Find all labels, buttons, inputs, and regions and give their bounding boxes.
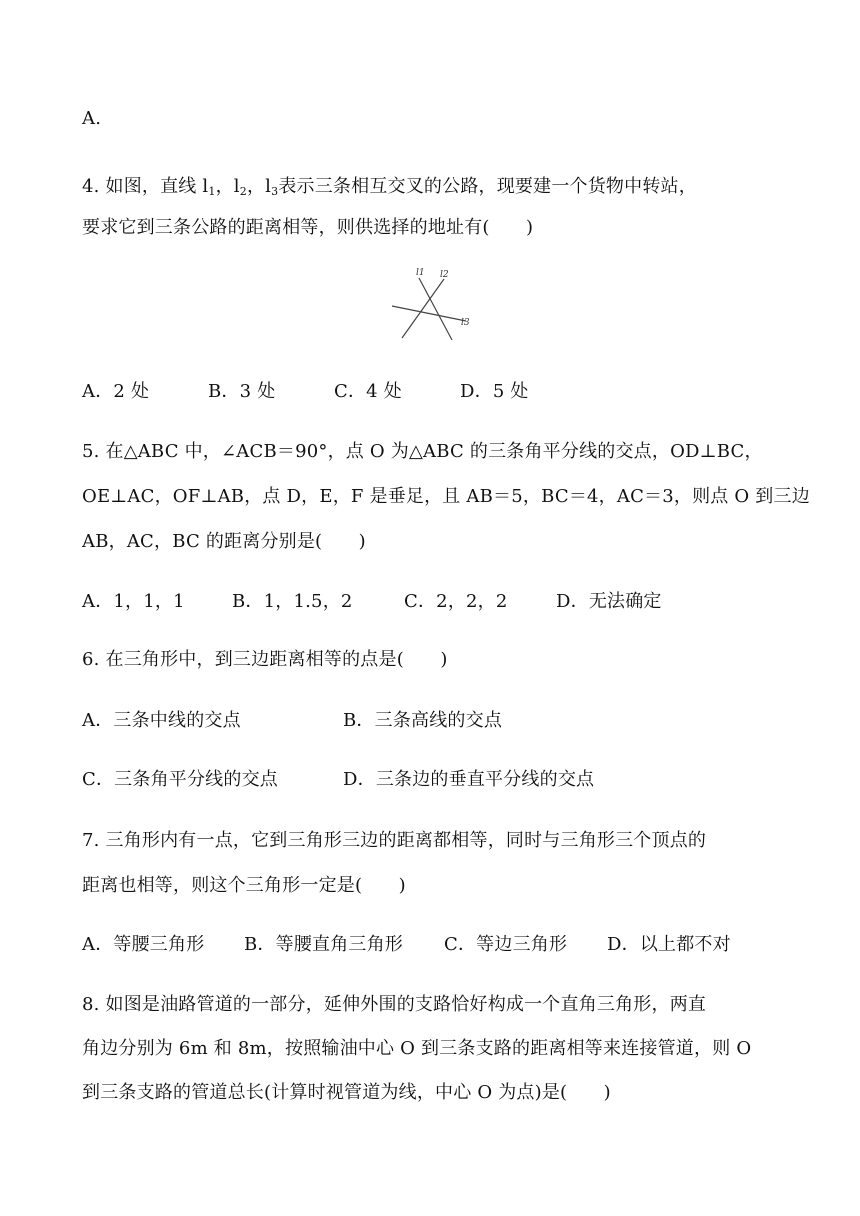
q4-sub-3: 3	[271, 185, 279, 198]
q5-option-b[interactable]: B．1，1.5，2	[232, 591, 353, 612]
question-5-line-1: 5. 在△ABC 中，∠ACB＝90°，点 O 为△ABC 的三条角平分线的交点，OD⊥BC，	[82, 441, 763, 462]
three-roads-figure	[388, 266, 474, 342]
q4-option-c[interactable]: C．4 处	[334, 381, 402, 402]
question-8-line-2: 角边分别为 6m 和 8m，按照输油中心 O 到三条支路的距离相等来连接管道，则 O	[82, 1038, 752, 1059]
q4-option-b[interactable]: B．3 处	[208, 381, 276, 402]
q6-option-a[interactable]: A．三条中线的交点	[82, 710, 241, 731]
q4-sep-1: ，l	[215, 176, 240, 197]
question-6-line-1: 6. 在三角形中，到三边距离相等的点是( )	[82, 649, 448, 670]
q6-option-c[interactable]: C．三条角平分线的交点	[82, 769, 278, 790]
answer-prev: A.	[82, 108, 102, 129]
q7-option-c[interactable]: C．等边三角形	[444, 934, 568, 955]
q4-sub-2: 2	[239, 185, 247, 198]
label-l2: l2	[440, 270, 449, 280]
q4-sep-2: ，l	[246, 176, 272, 197]
question-4-options	[82, 377, 529, 403]
label-l1: l1	[416, 268, 425, 278]
q4-text-a: 4. 如图，直线 l	[82, 176, 209, 197]
question-8-line-3: 到三条支路的管道总长(计算时视管道为线，中心 O 为点)是( )	[82, 1082, 611, 1103]
q4-option-a[interactable]: A．2 处	[82, 381, 150, 402]
question-7-options	[82, 930, 731, 956]
q5-option-d[interactable]: D．无法确定	[556, 591, 662, 612]
question-5-line-2: OE⊥AC，OF⊥AB，点 D，E，F 是垂足，且 AB＝5，BC＝4，AC＝3，则点 O 到三边	[82, 486, 810, 507]
road-l1	[419, 278, 452, 340]
q5-option-a[interactable]: A．1，1，1	[82, 591, 185, 612]
q6-option-b[interactable]: B．三条高线的交点	[343, 710, 503, 731]
question-5-line-3: AB，AC，BC 的距离分别是( )	[82, 531, 366, 552]
q4-option-d[interactable]: D．5 处	[460, 381, 529, 402]
question-7-line-1: 7. 三角形内有一点，它到三角形三边的距离都相等，同时与三角形三个顶点的	[82, 830, 707, 851]
question-6-options-row-2	[82, 765, 594, 791]
question-6-options-row-1	[82, 706, 502, 732]
road-l3	[392, 306, 466, 321]
q7-option-b[interactable]: B．等腰直角三角形	[244, 934, 404, 955]
q5-option-c[interactable]: C．2，2，2	[404, 591, 508, 612]
q7-option-d[interactable]: D．以上都不对	[607, 934, 731, 955]
question-8-line-1: 8. 如图是油路管道的一部分，延伸外围的支路恰好构成一个直角三角形，两直	[82, 994, 707, 1015]
label-l3: l3	[461, 318, 470, 328]
q4-text-b: 表示三条相互交叉的公路，现要建一个货物中转站，	[278, 176, 697, 197]
q4-sub-1: 1	[208, 185, 216, 198]
road-l2	[402, 279, 444, 338]
question-7-line-2: 距离也相等，则这个三角形一定是( )	[82, 875, 406, 896]
q7-option-a[interactable]: A．等腰三角形	[82, 934, 205, 955]
question-4-line-2: 要求它到三条公路的距离相等，则供选择的地址有( )	[82, 217, 534, 238]
question-5-options	[82, 587, 662, 613]
question-4-line-1	[82, 172, 697, 198]
q6-option-d[interactable]: D．三条边的垂直平分线的交点	[343, 769, 595, 790]
